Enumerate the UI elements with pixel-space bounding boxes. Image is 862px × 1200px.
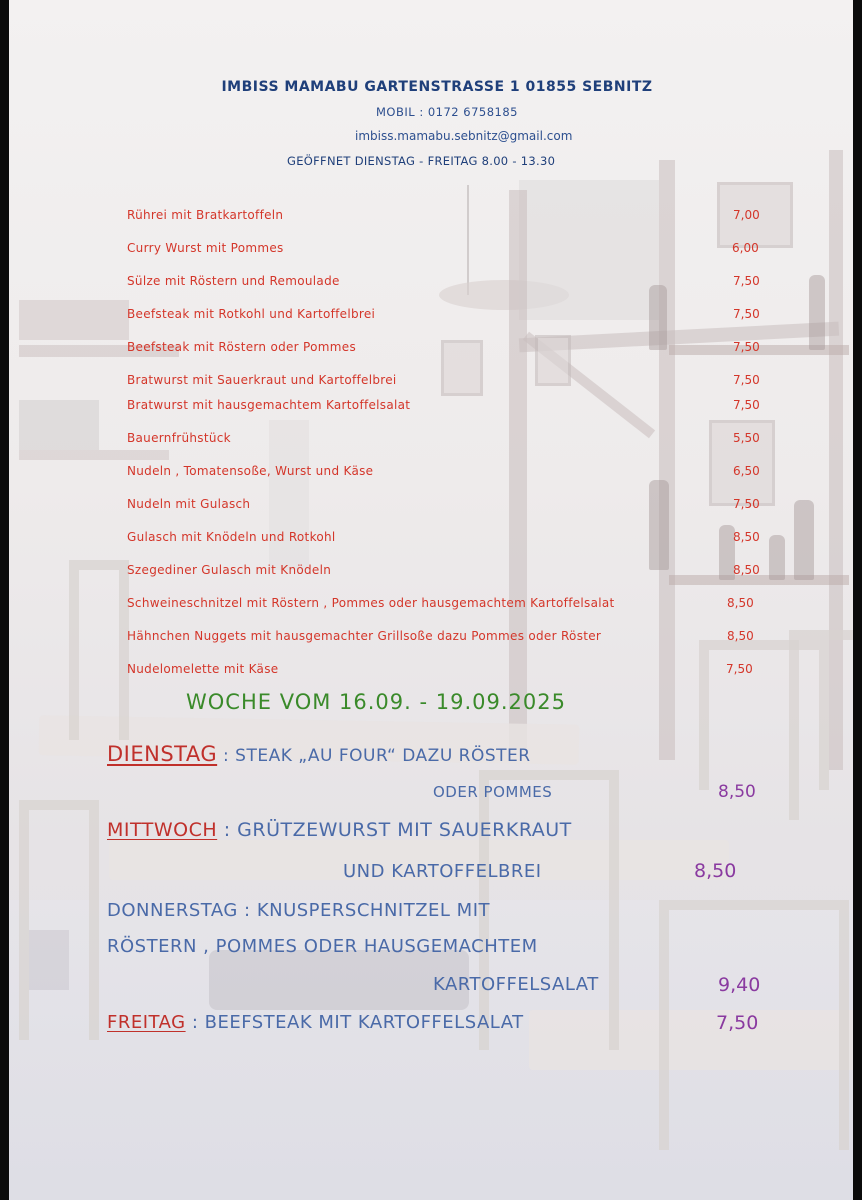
- menu-item-name: Rührei mit Bratkartoffeln: [127, 208, 284, 222]
- menu-item-price: 7,50: [733, 398, 760, 412]
- menu-item-price: 7,50: [733, 340, 760, 354]
- thursday-special: DONNERSTAG : KNUSPERSCHNITZEL MIT: [107, 900, 491, 921]
- wednesday-dish: : GRÜTZEWURST MIT SAUERKRAUT: [217, 819, 572, 841]
- friday-special: [107, 1012, 524, 1033]
- menu-item-price: 8,50: [727, 596, 754, 610]
- restaurant-address-title: IMBISS MAMABU GARTENSTRASSE 1 01855 SEBNITZ: [221, 79, 653, 95]
- tuesday-price: 8,50: [718, 782, 756, 802]
- wednesday-dish-line2: UND KARTOFFELBREI: [343, 861, 542, 882]
- menu-item-name: Curry Wurst mit Pommes: [127, 241, 284, 255]
- tuesday-dish-line2: ODER POMMES: [433, 783, 553, 801]
- tuesday-label: DIENSTAG: [107, 742, 218, 766]
- thursday-dish-line2: RÖSTERN , POMMES ODER HAUSGEMACHTEM: [107, 936, 538, 957]
- menu-item-name: Bratwurst mit hausgemachtem Kartoffelsalat: [127, 398, 411, 412]
- tuesday-special: [107, 742, 531, 766]
- wednesday-price: 8,50: [694, 860, 737, 882]
- friday-price: 7,50: [716, 1012, 759, 1034]
- menu-item-name: Nudelomelette mit Käse: [127, 662, 279, 676]
- friday-label: FREITAG: [107, 1012, 186, 1033]
- wednesday-special: [107, 819, 572, 841]
- menu-item-name: Szegediner Gulasch mit Knödeln: [127, 563, 332, 577]
- menu-item-price: 7,50: [733, 373, 760, 387]
- menu-item-price: 7,00: [733, 208, 760, 222]
- menu-item-name: Beefsteak mit Röstern oder Pommes: [127, 340, 356, 354]
- wednesday-label: MITTWOCH: [107, 819, 218, 841]
- menu-item-price: 5,50: [733, 431, 760, 445]
- menu-item-price: 6,00: [732, 241, 759, 255]
- thursday-dish-line3: KARTOFFELSALAT: [433, 974, 599, 995]
- menu-item-name: Nudeln mit Gulasch: [127, 497, 251, 511]
- email-address: imbiss.mamabu.sebnitz@gmail.com: [355, 129, 573, 143]
- opening-hours: GEÖFFNET DIENSTAG - FREITAG 8.00 - 13.30: [287, 154, 556, 168]
- menu-item-price: 7,50: [733, 307, 760, 321]
- menu-item-price: 7,50: [733, 274, 760, 288]
- menu-item-name: Gulasch mit Knödeln und Rotkohl: [127, 530, 336, 544]
- menu-item-name: Nudeln , Tomatensoße, Wurst und Käse: [127, 464, 374, 478]
- menu-item-price: 8,50: [733, 563, 760, 577]
- menu-item-price: 6,50: [733, 464, 760, 478]
- menu-item-name: Beefsteak mit Rotkohl und Kartoffelbrei: [127, 307, 376, 321]
- menu-item-name: Hähnchen Nuggets mit hausgemachter Grillsoße dazu Pommes oder Röster: [127, 629, 602, 643]
- phone-number: MOBIL : 0172 6758185: [376, 105, 518, 119]
- menu-item-name: Bauernfrühstück: [127, 431, 231, 445]
- menu-item-price: 7,50: [733, 497, 760, 511]
- menu-item-name: Bratwurst mit Sauerkraut und Kartoffelbrei: [127, 373, 397, 387]
- menu-item-name: Sülze mit Röstern und Remoulade: [127, 274, 340, 288]
- week-range-heading: WOCHE VOM 16.09. - 19.09.2025: [186, 690, 566, 714]
- menu-item-price: 7,50: [726, 662, 753, 676]
- thursday-price: 9,40: [718, 974, 761, 996]
- menu-item-price: 8,50: [727, 629, 754, 643]
- menu-item-name: Schweineschnitzel mit Röstern , Pommes oder hausgemachtem Kartoffelsalat: [127, 596, 615, 610]
- tuesday-dish: : STEAK „AU FOUR“ DAZU RÖSTER: [217, 746, 531, 766]
- friday-dish: : BEEFSTEAK MIT KARTOFFELSALAT: [185, 1012, 524, 1033]
- menu-item-price: 8,50: [733, 530, 760, 544]
